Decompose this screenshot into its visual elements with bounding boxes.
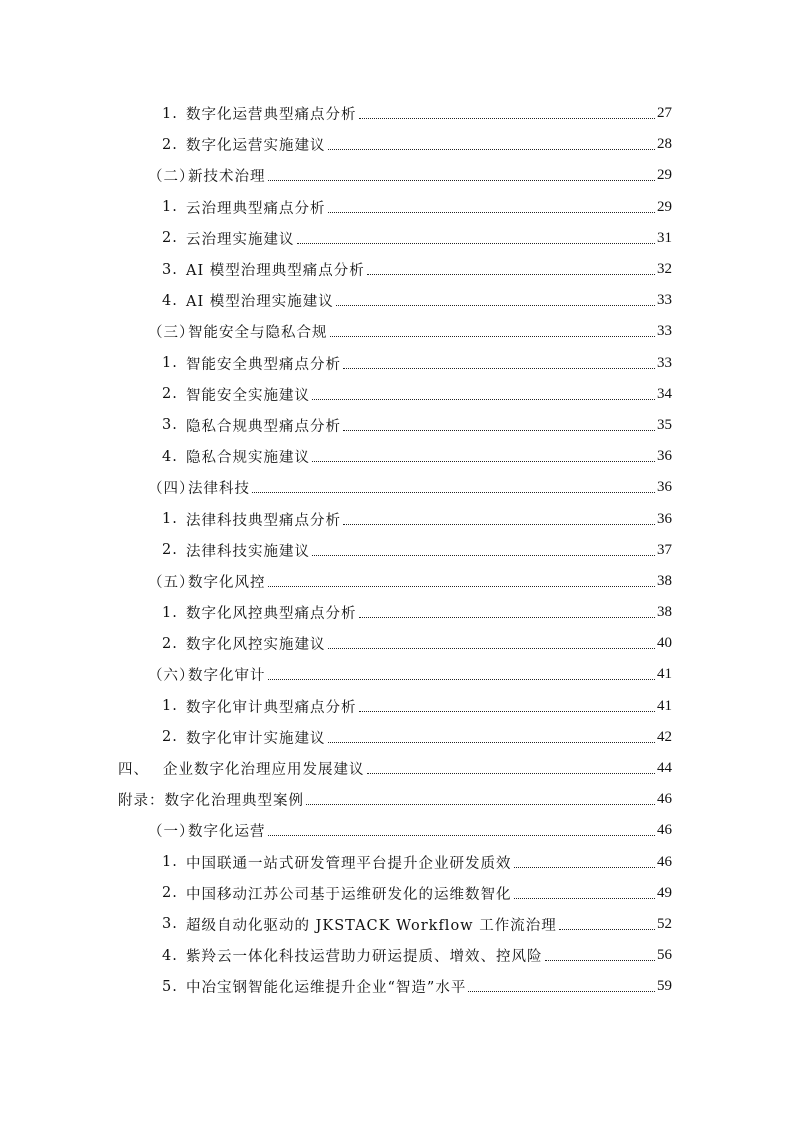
dot-leader	[328, 742, 656, 743]
toc-entry-number: 3.	[162, 261, 178, 278]
toc-entry[interactable]	[0, 628, 672, 659]
toc-entry[interactable]	[0, 847, 672, 878]
toc-entry[interactable]	[0, 659, 672, 690]
toc-entry[interactable]	[0, 566, 672, 597]
table-of-contents	[0, 98, 793, 1002]
toc-entry[interactable]	[0, 410, 672, 441]
toc-entry[interactable]	[0, 316, 672, 347]
dot-leader	[297, 243, 656, 244]
dot-leader	[268, 835, 656, 836]
dot-leader	[545, 960, 656, 961]
toc-entry-title: 数字化审计	[188, 668, 266, 685]
toc-entry-page: 36	[657, 479, 672, 496]
toc-entry-number: 1.	[162, 511, 178, 528]
toc-entry-title: 数字化运营	[188, 824, 266, 841]
toc-entry-title: 数字化审计典型痛点分析	[186, 699, 357, 716]
toc-entry-page: 38	[657, 572, 672, 589]
toc-entry-page: 46	[657, 791, 672, 808]
toc-entry-page: 37	[657, 541, 672, 558]
toc-entry-title: 智能安全与隐私合规	[188, 325, 328, 342]
toc-entry[interactable]	[0, 940, 672, 971]
dot-leader	[559, 929, 655, 930]
dot-leader	[514, 867, 656, 868]
toc-entry-number: 3.	[162, 417, 178, 434]
toc-entry-number: 4.	[162, 947, 178, 964]
toc-entry-number: 1.	[162, 105, 178, 122]
toc-entry-title: 超级自动化驱动的 JKSTACK Workflow 工作流治理	[186, 917, 557, 934]
dot-leader	[367, 773, 656, 774]
toc-entry[interactable]	[0, 160, 672, 191]
dot-leader	[328, 212, 656, 213]
dot-leader	[328, 149, 656, 150]
toc-entry-page: 59	[657, 978, 672, 995]
toc-entry-number: （五）	[148, 574, 195, 591]
toc-entry[interactable]	[0, 909, 672, 940]
toc-entry-title: 云治理实施建议	[186, 231, 295, 248]
toc-entry-number: 2.	[162, 136, 178, 153]
toc-entry-number: （六）	[148, 668, 195, 685]
dot-leader	[343, 430, 655, 431]
toc-entry-page: 49	[657, 884, 672, 901]
toc-entry-title: 紫羚云一体化科技运营助力研运提质、增效、控风险	[186, 949, 543, 966]
toc-entry-number: 3.	[162, 916, 178, 933]
toc-entry-title: 企业数字化治理应用发展建议	[163, 762, 365, 779]
toc-entry-title: 智能安全实施建议	[186, 387, 310, 404]
toc-entry-number: 四、	[118, 762, 149, 779]
toc-entry[interactable]	[0, 722, 672, 753]
dot-leader	[343, 368, 655, 369]
dot-leader	[268, 679, 656, 680]
toc-entry-page: 31	[657, 229, 672, 246]
toc-entry-number: 2.	[162, 729, 178, 746]
toc-entry-title: 云治理典型痛点分析	[186, 200, 326, 217]
toc-entry-title: AI 模型治理实施建议	[186, 294, 334, 311]
toc-entry-page: 35	[657, 416, 672, 433]
toc-entry-page: 56	[657, 947, 672, 964]
toc-entry[interactable]	[0, 129, 672, 160]
dot-leader	[514, 898, 656, 899]
toc-entry-number: （三）	[148, 325, 195, 342]
toc-entry[interactable]	[0, 784, 672, 815]
toc-entry-number: （一）	[148, 824, 195, 841]
dot-leader	[468, 991, 655, 992]
toc-entry-page: 33	[657, 292, 672, 309]
toc-entry-page: 40	[657, 635, 672, 652]
toc-entry-title: 数字化运营实施建议	[186, 138, 326, 155]
dot-leader	[312, 555, 655, 556]
toc-entry-number: 2.	[162, 386, 178, 403]
dot-leader	[359, 711, 656, 712]
toc-entry-page: 28	[657, 136, 672, 153]
toc-entry[interactable]	[0, 192, 672, 223]
toc-entry-title: 新技术治理	[188, 169, 266, 186]
toc-entry-title: 中冶宝钢智能化运维提升企业“智造”水平	[186, 980, 467, 997]
toc-entry-page: 36	[657, 448, 672, 465]
toc-entry[interactable]	[0, 971, 672, 1002]
toc-entry[interactable]	[0, 691, 672, 722]
toc-entry[interactable]	[0, 815, 672, 846]
toc-entry[interactable]	[0, 98, 672, 129]
dot-leader	[328, 648, 656, 649]
toc-entry-title: 法律科技实施建议	[186, 543, 310, 560]
toc-entry-number: 4.	[162, 292, 178, 309]
toc-entry[interactable]	[0, 348, 672, 379]
toc-entry-number: 5.	[162, 978, 178, 995]
dot-leader	[312, 461, 655, 462]
toc-entry-page: 38	[657, 604, 672, 621]
toc-entry[interactable]	[0, 441, 672, 472]
toc-entry-page: 36	[657, 510, 672, 527]
toc-entry-title: 法律科技	[188, 481, 250, 498]
toc-entry-page: 41	[657, 697, 672, 714]
dot-leader	[343, 524, 655, 525]
dot-leader	[359, 617, 656, 618]
dot-leader	[312, 399, 655, 400]
toc-entry-page: 29	[657, 167, 672, 184]
toc-entry-title: 中国联通一站式研发管理平台提升企业研发质效	[186, 855, 512, 872]
toc-entry[interactable]	[0, 535, 672, 566]
toc-entry-page: 44	[657, 760, 672, 777]
toc-entry-number: 2.	[162, 635, 178, 652]
toc-entry-page: 32	[657, 261, 672, 278]
dot-leader	[330, 336, 656, 337]
toc-entry-number: （二）	[148, 169, 195, 186]
toc-entry-page: 46	[657, 853, 672, 870]
toc-entry-number: 1.	[162, 604, 178, 621]
toc-entry-title: 法律科技典型痛点分析	[186, 512, 341, 529]
toc-entry[interactable]	[0, 878, 672, 909]
toc-entry-title: 附录：数字化治理典型案例	[118, 793, 304, 810]
dot-leader	[306, 804, 655, 805]
toc-entry-number: （四）	[148, 481, 195, 498]
dot-leader	[367, 274, 655, 275]
toc-entry[interactable]	[0, 753, 672, 784]
toc-entry[interactable]	[0, 472, 672, 503]
toc-entry-title: 数字化风控典型痛点分析	[186, 606, 357, 623]
toc-entry-page: 33	[657, 323, 672, 340]
dot-leader	[268, 180, 656, 181]
toc-entry-title: 数字化审计实施建议	[186, 730, 326, 747]
toc-entry[interactable]	[0, 223, 672, 254]
toc-entry-page: 52	[657, 915, 672, 932]
toc-entry-title: 数字化运营典型痛点分析	[186, 107, 357, 124]
toc-entry-title: 隐私合规实施建议	[186, 450, 310, 467]
toc-entry-page: 46	[657, 822, 672, 839]
toc-entry-number: 2.	[162, 230, 178, 247]
toc-entry[interactable]	[0, 597, 672, 628]
toc-entry-page: 33	[657, 354, 672, 371]
dot-leader	[336, 305, 655, 306]
toc-entry-page: 27	[657, 105, 672, 122]
dot-leader	[252, 492, 655, 493]
toc-entry-page: 29	[657, 198, 672, 215]
toc-entry-page: 42	[657, 728, 672, 745]
toc-entry-title: 数字化风控	[188, 574, 266, 591]
toc-entry-number: 1.	[162, 355, 178, 372]
dot-leader	[268, 586, 656, 587]
toc-entry-number: 1.	[162, 854, 178, 871]
toc-entry-number: 2.	[162, 542, 178, 559]
toc-entry-title: 智能安全典型痛点分析	[186, 356, 341, 373]
toc-entry-number: 1.	[162, 698, 178, 715]
toc-entry-number: 2.	[162, 885, 178, 902]
toc-entry-title: AI 模型治理典型痛点分析	[186, 263, 365, 280]
toc-entry-page: 34	[657, 385, 672, 402]
toc-entry-title: 隐私合规典型痛点分析	[186, 418, 341, 435]
toc-entry-number: 1.	[162, 199, 178, 216]
toc-entry-title: 数字化风控实施建议	[186, 637, 326, 654]
toc-entry-number: 4.	[162, 448, 178, 465]
toc-entry[interactable]	[0, 285, 672, 316]
toc-entry[interactable]	[0, 503, 672, 534]
toc-entry-title: 中国移动江苏公司基于运维研发化的运维数智化	[186, 886, 512, 903]
toc-entry[interactable]	[0, 379, 672, 410]
dot-leader	[359, 118, 656, 119]
toc-entry-page: 41	[657, 666, 672, 683]
toc-entry[interactable]	[0, 254, 672, 285]
